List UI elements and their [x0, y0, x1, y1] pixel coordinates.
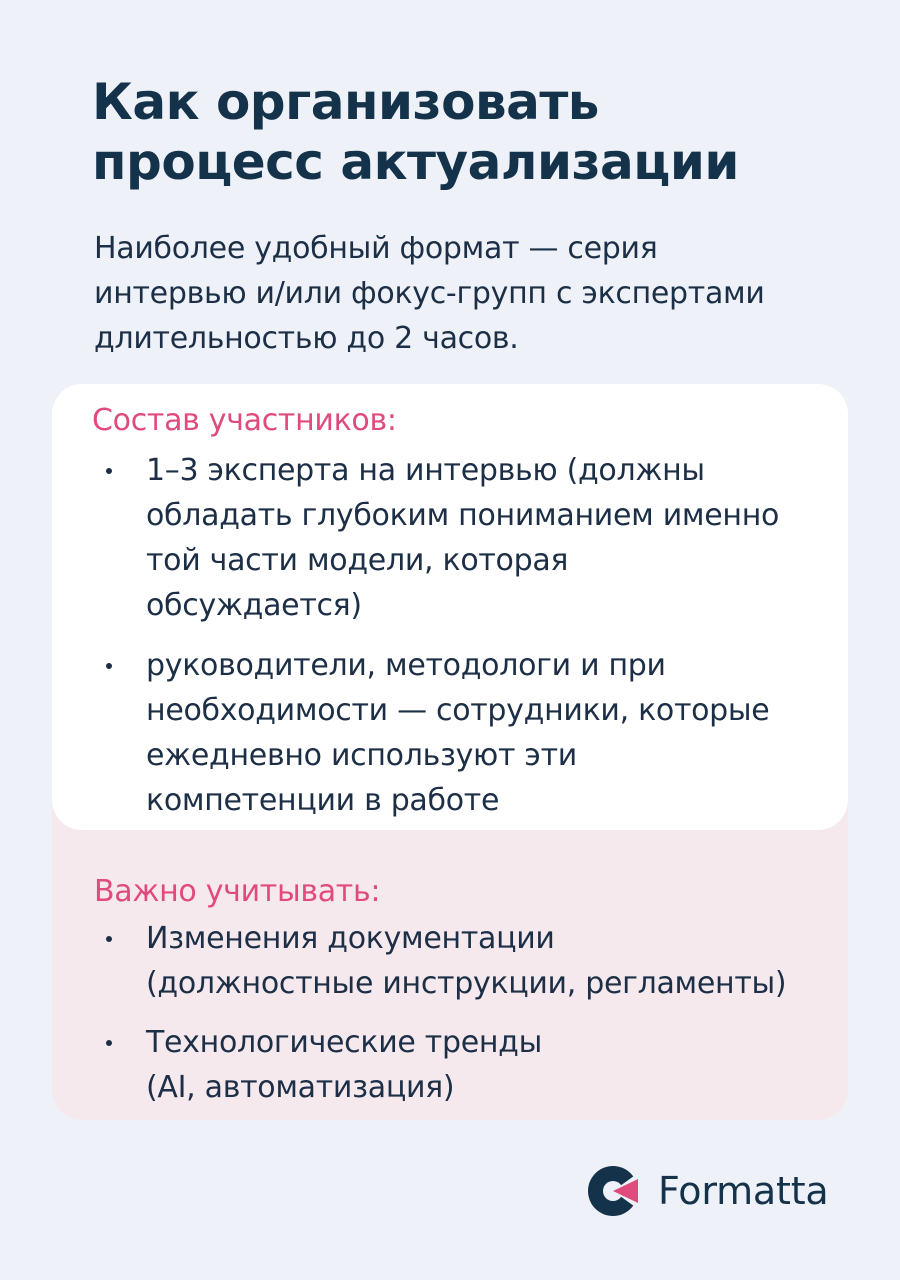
bullet-icon — [106, 663, 112, 669]
brand-name: Formatta — [658, 1169, 829, 1213]
bullet-icon — [106, 936, 112, 942]
participants-heading: Состав участников: — [92, 403, 397, 438]
considerations-heading: Важно учитывать: — [94, 874, 381, 909]
title-line: Как организовать — [92, 73, 599, 131]
list-item: Технологические тренды (AI, автоматизация) — [94, 1020, 844, 1110]
bullet-icon — [106, 468, 112, 474]
formatta-logo-icon — [588, 1166, 638, 1216]
title-line: процесс актуализации — [92, 133, 739, 191]
considerations-list — [94, 916, 844, 1110]
participants-list — [94, 448, 844, 823]
intro-line: длительностью до 2 часов. — [94, 321, 519, 356]
list-item: 1–3 эксперта на интервью (должны обладать глубоким пониманием именно той части модели, которая обсуждается) — [94, 448, 844, 628]
intro-paragraph — [94, 226, 854, 361]
page-title — [92, 72, 852, 192]
bullet-icon — [106, 1040, 112, 1046]
list-item: Изменения документации (должностные инструкции, регламенты) — [94, 916, 844, 1006]
intro-line: интервью и/или фокус-групп с экспертами — [94, 276, 765, 311]
list-item: руководители, методологи и при необходимости — сотрудники, которые ежедневно используют эти компетенции в работе — [94, 643, 844, 823]
intro-line: Наиболее удобный формат — серия — [94, 231, 658, 266]
brand-logo — [588, 1166, 829, 1216]
